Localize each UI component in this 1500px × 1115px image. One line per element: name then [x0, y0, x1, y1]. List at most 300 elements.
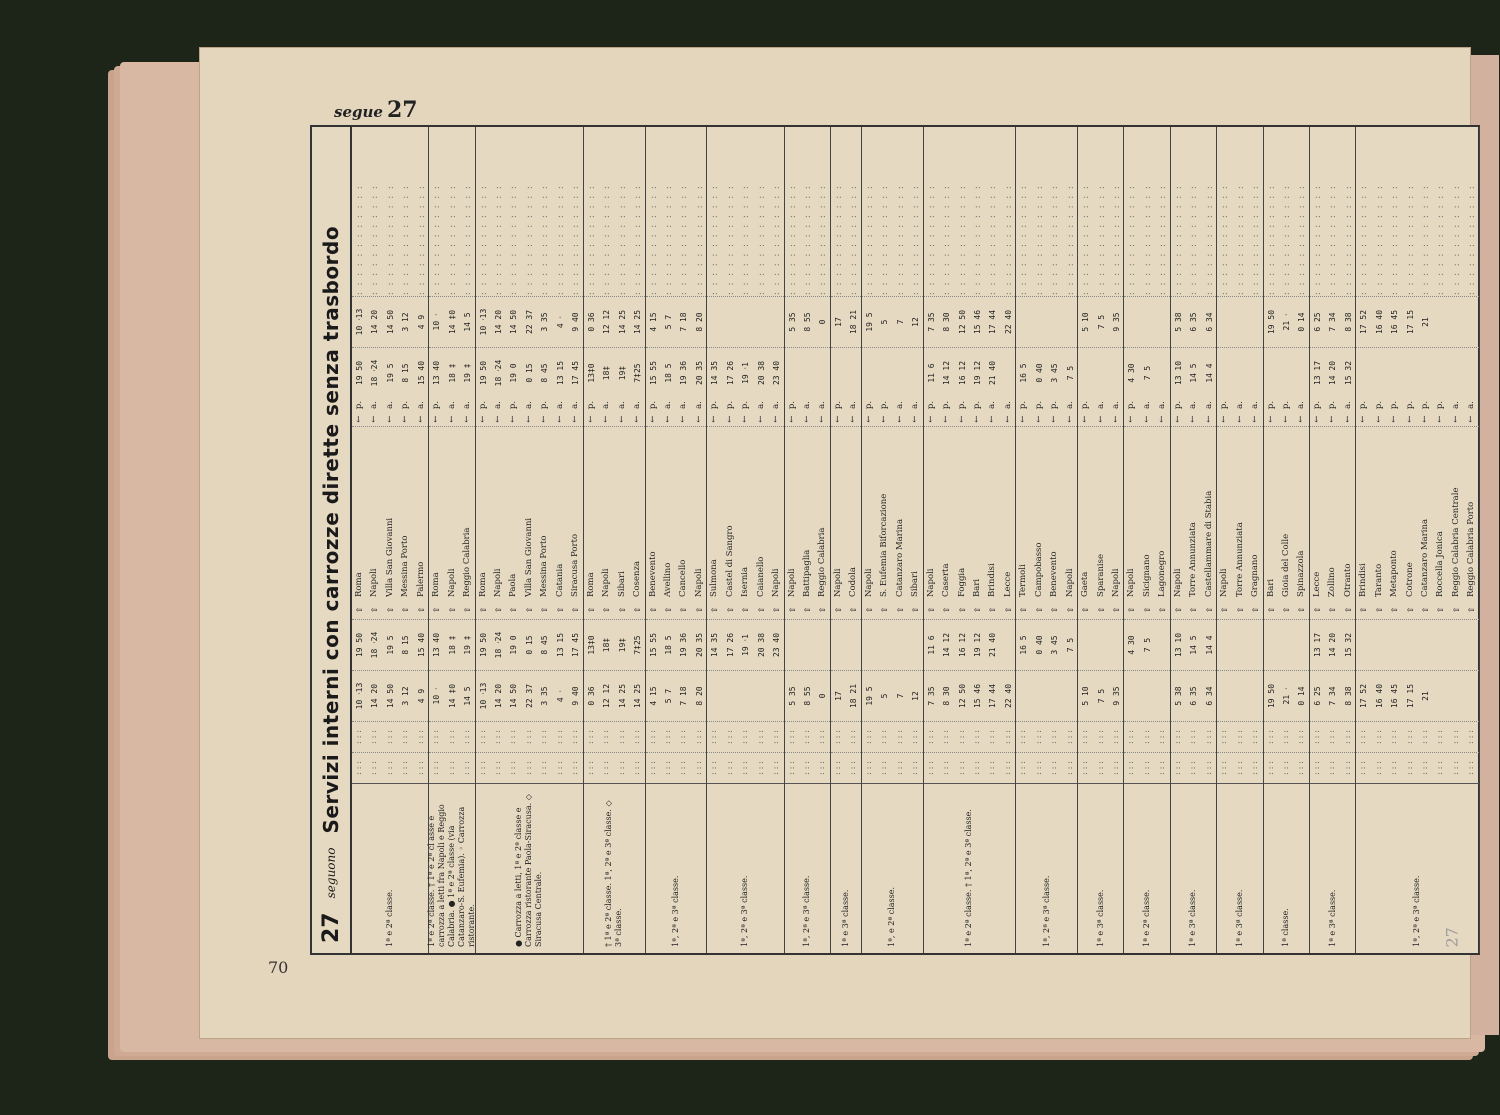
direction-arrow-cell: ← — [987, 415, 998, 423]
direction-mark-cell: ⇧ — [710, 606, 720, 614]
return-times-b-cell: 14 20 — [370, 309, 380, 335]
arrival-departure-cell: a. — [662, 401, 673, 409]
direction-mark — [831, 601, 861, 619]
return-times-a-cell — [1464, 348, 1479, 398]
times-column-b-cell — [1001, 620, 1016, 670]
direction-mark-cell: ⇧ — [540, 606, 550, 614]
block-note: 1ª e 2ª classe. † 1ª e 2ª cl asse e carrozza a letti fra Napoli e Reggio Calabria. ● 1ª e 2ª classe (via Catanzaro-S. Eufemia). ◦ Carrozza ristorante. — [429, 783, 474, 953]
remaining-columns-cell: : : : : : : : : : : : : — [1266, 185, 1276, 296]
return-times-b-cell — [1124, 297, 1139, 347]
direction-mark-cell: ⇧ — [571, 606, 581, 614]
remaining-columns-cell: : : : : : : : : : : : : — [833, 185, 843, 296]
remaining-columns-cell: : : : : : : : : : : : : — [663, 185, 673, 296]
times-column-b-cell — [1418, 620, 1433, 670]
return-times-b — [831, 296, 861, 347]
remaining-columns-cell: : : : : : : : : : : : : — [957, 185, 967, 296]
times-column-b — [1356, 619, 1479, 670]
direction-arrow-cell: ← — [477, 415, 488, 423]
arrival-departure-cell: a. — [1342, 401, 1353, 409]
return-times-a-cell: 7 5 — [1065, 365, 1075, 381]
return-times-a-cell — [1078, 348, 1093, 398]
dots-column — [1310, 752, 1355, 783]
station-name-cell: Sulmona — [709, 559, 720, 597]
times-column-b-cell — [1248, 620, 1263, 670]
remaining-columns — [646, 127, 707, 296]
dots-column-cell: : : : — [693, 730, 704, 744]
direction-arrow — [1217, 412, 1262, 426]
times-column-b-cell: 7 5 — [1142, 637, 1152, 653]
arrival-departure-cell: p. — [1311, 400, 1322, 410]
dots-column-cell: : : : — [987, 730, 998, 744]
direction-arrow-cell: ← — [802, 415, 813, 423]
times-column-b-cell — [831, 620, 846, 670]
direction-mark — [584, 601, 645, 619]
dots-column-cell: : : : — [616, 761, 627, 775]
dots-column-cell: : : : — [1342, 761, 1353, 775]
times-column-a-cell: 17 44 — [988, 683, 998, 709]
dots-column — [707, 752, 783, 783]
times-column-b-cell: 13 17 — [1312, 632, 1322, 658]
times-column-b — [1310, 619, 1355, 670]
arrival-departure-cell: p. — [354, 400, 364, 410]
return-times-b-cell: 17 52 — [1359, 309, 1369, 335]
times-column-b-cell — [1294, 620, 1309, 670]
dots-column-cell: : : : — [493, 761, 504, 775]
arrival-departure — [1356, 398, 1479, 412]
times-column-a-cell: 7 35 — [926, 686, 936, 706]
remaining-columns-cell: : : : : : : : : : : : : — [694, 185, 704, 296]
remaining-columns-cell: : : : : : : : : : : : : — [741, 185, 751, 296]
station-name-cell: Paola — [508, 573, 519, 597]
return-times-b-cell: 4 15 — [648, 312, 658, 332]
times-column-a-cell: 4 9 — [416, 688, 426, 704]
times-column-a-cell: 5 38 — [1173, 686, 1183, 706]
return-times-a-cell — [831, 348, 846, 398]
station-name — [584, 426, 645, 601]
direction-arrow-cell: ← — [863, 415, 874, 423]
station-name-cell: Sibari — [616, 571, 627, 597]
direction-arrow-cell: ← — [493, 415, 504, 423]
direction-arrow — [646, 412, 707, 426]
dots-column — [646, 752, 707, 783]
station-name-cell: Campobasso — [1033, 542, 1044, 597]
return-times-b-cell: 10 ‧13 — [478, 308, 488, 336]
times-column-a-cell: 7 18 — [679, 686, 689, 706]
dots-column-cell: : : : — [616, 730, 627, 744]
arrival-departure-cell: a. — [987, 401, 998, 409]
dots-column-cell: : : : — [786, 761, 797, 775]
arrival-departure-cell: p. — [709, 400, 720, 410]
timetable-block — [924, 127, 1017, 953]
direction-arrow-cell: ← — [1389, 415, 1400, 423]
times-column-b-cell — [1094, 620, 1109, 670]
dots-column-cell: : : : — [647, 730, 658, 744]
times-column-a-cell: 6 25 — [1312, 686, 1322, 706]
dots-column — [1264, 752, 1309, 783]
arrival-departure-cell: p. — [1265, 400, 1276, 410]
dots-column-cell: : : : — [1126, 730, 1137, 744]
dots-column-cell: : : : — [462, 761, 473, 775]
remaining-columns-cell: : : : : : : : : : : : : — [1451, 185, 1461, 296]
dots-column — [1264, 721, 1309, 752]
dots-column — [1356, 721, 1479, 752]
remaining-columns-cell: : : : : : : : : : : : : — [1189, 185, 1199, 296]
dots-column-cell: : : : — [1111, 761, 1121, 775]
return-times-b-cell: 8 30 — [942, 312, 952, 332]
timetable-block — [646, 127, 708, 953]
direction-arrow-cell: ← — [786, 415, 797, 423]
remaining-columns-cell: : : : : : : : : : : : : — [787, 185, 797, 296]
direction-arrow-cell: ← — [941, 415, 952, 423]
return-times-a-cell: 15 32 — [1343, 360, 1353, 386]
arrival-departure-cell: a. — [446, 401, 457, 409]
arrival-departure — [1264, 398, 1309, 412]
dots-column-cell: : : : — [601, 730, 612, 744]
dots-column-cell: : : : — [1466, 761, 1477, 775]
dots-column-cell: : : : — [1049, 761, 1060, 775]
direction-arrow-cell: ← — [724, 415, 735, 423]
times-column-b-cell: 13 40 — [432, 632, 442, 658]
times-column-b-cell: 19 36 — [679, 632, 689, 658]
station-name — [1217, 426, 1262, 601]
dots-column-cell: : : : — [570, 730, 581, 744]
dots-column-cell: : : : — [1219, 761, 1230, 775]
station-name — [1171, 426, 1216, 601]
arrival-departure-cell: a. — [1111, 401, 1121, 409]
arrival-departure-cell: a. — [384, 401, 395, 409]
remaining-columns-cell: : : : : : : : : : : : : — [1127, 185, 1137, 296]
arrival-departure — [429, 398, 474, 412]
times-column-a — [1217, 670, 1262, 721]
direction-arrow-cell: ← — [1250, 415, 1261, 423]
times-column-a-cell: 5 — [880, 693, 890, 699]
arrival-departure-cell: a. — [771, 401, 782, 409]
remaining-columns-cell: : : : : : : : : : : : : — [1204, 185, 1214, 296]
dots-column — [1016, 752, 1077, 783]
arrival-departure-cell: a. — [1064, 401, 1075, 409]
direction-mark-cell: ⇧ — [926, 606, 936, 614]
direction-mark-cell: ⇧ — [1312, 606, 1322, 614]
times-column-a-cell: 0 — [818, 693, 828, 699]
arrival-departure-cell: p. — [585, 400, 596, 410]
dots-column-cell: : : : — [693, 761, 704, 775]
return-times-a-cell: 19 ‡ — [463, 363, 473, 383]
direction-arrow-cell: ← — [1296, 415, 1307, 423]
return-times-a-cell — [1279, 348, 1294, 398]
station-name-cell: Reggio Calabria Porto — [1466, 501, 1477, 597]
return-times-b-cell: 14 20 — [494, 309, 504, 335]
dots-column-cell: : : : — [523, 730, 534, 744]
return-times-a-cell: 14 5 — [1189, 363, 1199, 383]
dots-column-cell: : : : — [446, 761, 457, 775]
station-name — [785, 426, 830, 601]
station-name-cell: Napoli — [1219, 568, 1230, 597]
return-times-b-cell: 22 40 — [1003, 309, 1013, 335]
return-times-a-cell: 13‡0 — [586, 363, 596, 383]
direction-arrow-cell: ← — [832, 415, 843, 423]
times-column-b — [1264, 619, 1309, 670]
direction-arrow-cell: ← — [1049, 415, 1060, 423]
dots-column-cell: : : : — [709, 761, 720, 775]
station-name — [1016, 426, 1077, 601]
direction-arrow-cell: ← — [539, 415, 550, 423]
times-column-a-cell: 22 40 — [1003, 683, 1013, 709]
direction-mark-cell: ⇧ — [1436, 606, 1446, 614]
arrival-departure-cell: a. — [693, 401, 704, 409]
timetable-block — [584, 127, 646, 953]
dots-column-cell: : : : — [740, 761, 751, 775]
return-times-a-cell: 23 40 — [772, 360, 782, 386]
return-times-a-cell — [1356, 348, 1371, 398]
dots-column-cell: : : : — [1250, 761, 1261, 775]
direction-arrow-cell: ← — [678, 415, 689, 423]
times-column-b — [646, 619, 707, 670]
dots-column — [785, 721, 830, 752]
block-note: 1ª e 3ª classe. — [1310, 783, 1355, 953]
return-times-b — [707, 296, 783, 347]
station-name — [352, 426, 428, 601]
direction-mark — [1217, 601, 1262, 619]
direction-mark — [1016, 601, 1077, 619]
return-times-a — [1217, 347, 1262, 398]
return-times-b-cell: 14 50 — [509, 309, 519, 335]
direction-mark — [352, 601, 428, 619]
arrival-departure — [924, 398, 1016, 412]
direction-mark-cell: ⇧ — [663, 606, 673, 614]
direction-mark-cell: ⇧ — [911, 606, 921, 614]
direction-mark-cell: ⇧ — [1050, 606, 1060, 614]
dots-column — [646, 721, 707, 752]
times-column-a-cell: 12 12 — [602, 683, 612, 709]
dots-column-cell: : : : — [431, 761, 442, 775]
block-note: 1ª, 2ª e 3ª classe. — [785, 783, 830, 953]
times-column-b-cell: 16 12 — [957, 632, 967, 658]
station-name-cell: Napoli — [493, 568, 504, 597]
arrival-departure-cell: p. — [1080, 400, 1091, 410]
return-times-b-cell: 0 — [818, 319, 828, 325]
block-note: 1ª, 2ª e 3ª classe. — [1016, 783, 1077, 953]
remaining-columns-cell: : : : : : : : : : : : : — [1003, 185, 1013, 296]
direction-mark-cell: ⇧ — [633, 606, 643, 614]
arrival-departure-cell: a. — [601, 401, 612, 409]
remaining-columns-cell: : : : : : : : : : : : : — [1050, 185, 1060, 296]
dots-column-cell: : : : — [384, 730, 395, 744]
times-column-a-cell: 14 20 — [494, 683, 504, 709]
direction-arrow-cell: ← — [971, 415, 982, 423]
dots-column-cell: : : : — [1404, 730, 1415, 744]
dots-column-cell: : : : — [477, 730, 488, 744]
times-column-a-cell: 14 5 — [463, 686, 473, 706]
remaining-columns-cell: : : : : : : : : : : : : — [648, 185, 658, 296]
remaining-columns-cell: : : : : : : : : : : : : — [1390, 185, 1400, 296]
return-times-b-cell: 8 55 — [803, 312, 813, 332]
return-times-a-cell: 18 ‧24 — [494, 359, 504, 387]
arrival-departure-cell: a. — [1095, 401, 1106, 409]
dots-column — [476, 721, 583, 752]
station-name-cell: Battipaglia — [802, 549, 813, 597]
dots-column-cell: : : : — [879, 730, 890, 744]
times-column-a-cell: 9 40 — [571, 686, 581, 706]
dots-column-cell: : : : — [369, 730, 380, 744]
dots-column-cell: : : : — [971, 730, 982, 744]
return-times-a — [1356, 347, 1479, 398]
remaining-columns — [831, 127, 861, 296]
return-times-a-cell: 19 12 — [972, 360, 982, 386]
arrival-departure-cell: p. — [508, 400, 519, 410]
arrival-departure-cell: p. — [971, 400, 982, 410]
remaining-columns-cell: : : : : : : : : : : : : — [432, 185, 442, 296]
times-column-b — [862, 619, 923, 670]
direction-arrow-cell: ← — [369, 415, 380, 423]
dots-column-cell: : : : — [1172, 761, 1183, 775]
dots-column-cell: : : : — [910, 730, 921, 744]
dots-column-cell: : : : — [956, 761, 967, 775]
dots-column-cell: : : : — [941, 761, 952, 775]
return-times-a-cell — [908, 348, 923, 398]
dots-column-cell: : : : — [1327, 761, 1338, 775]
return-times-a-cell — [1403, 348, 1418, 398]
return-times-b-cell — [1449, 297, 1464, 347]
remaining-columns-cell: : : : : : : : : : : : : — [1374, 185, 1384, 296]
remaining-columns-cell: : : : : : : : : : : : : — [972, 185, 982, 296]
dots-column — [862, 721, 923, 752]
return-times-a — [707, 347, 783, 398]
station-name-cell: Siracusa Porto — [570, 533, 581, 597]
arrival-departure-cell: p. — [1033, 400, 1044, 410]
times-column-b-cell: 14 12 — [942, 632, 952, 658]
direction-arrow-cell: ← — [400, 415, 411, 423]
station-name-cell: Napoli — [925, 568, 936, 597]
times-column-a-cell: 19 50 — [1266, 683, 1276, 709]
return-times-b-cell — [738, 297, 753, 347]
arrival-departure-cell: a. — [1002, 401, 1013, 409]
dots-column — [707, 721, 783, 752]
arrival-departure-cell: p. — [647, 400, 658, 410]
arrival-departure — [352, 398, 428, 412]
times-column-a — [1016, 670, 1077, 721]
direction-mark — [429, 601, 474, 619]
return-times-a-cell — [1233, 348, 1248, 398]
station-name — [429, 426, 474, 601]
return-times-a-cell: 15 40 — [416, 360, 426, 386]
station-name-cell: Napoli — [771, 568, 782, 597]
dots-column — [352, 752, 428, 783]
direction-mark-cell: ⇧ — [602, 606, 612, 614]
station-name-cell: Brindisi — [1358, 563, 1369, 597]
dots-column-cell: : : : — [508, 761, 519, 775]
dots-column-cell: : : : — [1157, 761, 1168, 775]
direction-arrow-cell: ← — [1157, 415, 1168, 423]
return-times-b-cell: 3 12 — [401, 312, 411, 332]
remaining-columns — [1310, 127, 1355, 296]
direction-arrow-cell: ← — [1311, 415, 1322, 423]
remaining-columns-cell: : : : : : : : : : : : : — [1312, 185, 1322, 296]
return-times-b-cell: 14 25 — [617, 309, 627, 335]
dots-column-cell: : : : — [1157, 730, 1168, 744]
direction-arrow-cell: ← — [693, 415, 704, 423]
return-times-b — [1078, 296, 1123, 347]
station-name-cell: Villa San Giovanni — [523, 517, 534, 597]
direction-mark-cell: ⇧ — [1204, 606, 1214, 614]
times-column-a-cell: 21 — [1420, 691, 1430, 701]
times-column-b — [785, 619, 830, 670]
times-column-b-cell: 20 35 — [694, 632, 704, 658]
return-times-a-cell: 18 ‡ — [447, 363, 457, 383]
return-times-b-cell: 10 ‧ — [432, 313, 442, 331]
return-times-b-cell: 15 46 — [972, 309, 982, 335]
direction-arrow-cell: ← — [1064, 415, 1075, 423]
station-name-cell: Napoli — [1172, 568, 1183, 597]
return-times-b-cell — [754, 297, 769, 347]
dots-column-cell: : : : — [1342, 730, 1353, 744]
timetable-block — [1124, 127, 1170, 953]
dots-column-cell: : : : — [1358, 730, 1369, 744]
return-times-a-cell: 14 4 — [1204, 363, 1214, 383]
direction-mark — [1310, 601, 1355, 619]
dots-column — [862, 752, 923, 783]
direction-mark — [1264, 601, 1309, 619]
times-column-b-cell: 0 15 — [524, 635, 534, 655]
dots-column-cell: : : : — [709, 730, 720, 744]
times-column-b-cell: 3 45 — [1050, 635, 1060, 655]
times-column-a-cell: 7 5 — [1096, 688, 1106, 704]
dots-column-cell: : : : — [724, 761, 735, 775]
direction-mark — [862, 601, 923, 619]
direction-mark-cell: ⇧ — [478, 606, 488, 614]
direction-arrow-cell: ← — [1234, 415, 1245, 423]
dots-column-cell: : : : — [1404, 761, 1415, 775]
direction-arrow — [352, 412, 428, 426]
dots-column-cell: : : : — [415, 761, 426, 775]
direction-mark — [1078, 601, 1123, 619]
times-column-b-cell: 14 20 — [1328, 632, 1338, 658]
direction-arrow-cell: ← — [601, 415, 612, 423]
direction-arrow-cell: ← — [1265, 415, 1276, 423]
timetable-block — [862, 127, 924, 953]
timetable-block — [1016, 127, 1078, 953]
return-times-a-cell: 19 5 — [385, 363, 395, 383]
return-times-a-cell: 20 35 — [694, 360, 704, 386]
remaining-columns — [476, 127, 583, 296]
return-times-a-cell: 3 45 — [1050, 363, 1060, 383]
remaining-columns-cell: : : : : : : : : : : : : — [1281, 185, 1291, 296]
times-column-b-cell — [1078, 620, 1093, 670]
station-name — [924, 426, 1016, 601]
times-column-b-cell: 23 40 — [772, 632, 782, 658]
block-note: 1ª e 3ª classe. — [1078, 783, 1123, 953]
direction-arrow-cell: ← — [925, 415, 936, 423]
table-title: Servizi interni con carrozze dirette senza trasbordo — [319, 225, 343, 834]
return-times-a-cell: 19‡ — [617, 365, 627, 381]
page-number: 70 — [268, 958, 289, 977]
times-column-b-cell — [1356, 620, 1371, 670]
direction-mark-cell: ⇧ — [849, 606, 859, 614]
dots-column-cell: : : : — [771, 761, 782, 775]
times-column-a — [1310, 670, 1355, 721]
direction-arrow — [1356, 412, 1479, 426]
times-column-a-cell — [1217, 671, 1232, 721]
return-times-b-cell — [1016, 297, 1031, 347]
direction-arrow-cell: ← — [879, 415, 890, 423]
direction-mark-cell: ⇧ — [586, 606, 596, 614]
direction-mark-cell: ⇧ — [1173, 606, 1183, 614]
return-times-b-cell — [707, 297, 722, 347]
direction-mark-cell: ⇧ — [679, 606, 689, 614]
dots-column-cell: : : : — [678, 730, 689, 744]
direction-arrow-cell: ← — [662, 415, 673, 423]
direction-mark-cell: ⇧ — [1034, 606, 1044, 614]
dots-column-cell: : : : — [1450, 730, 1461, 744]
